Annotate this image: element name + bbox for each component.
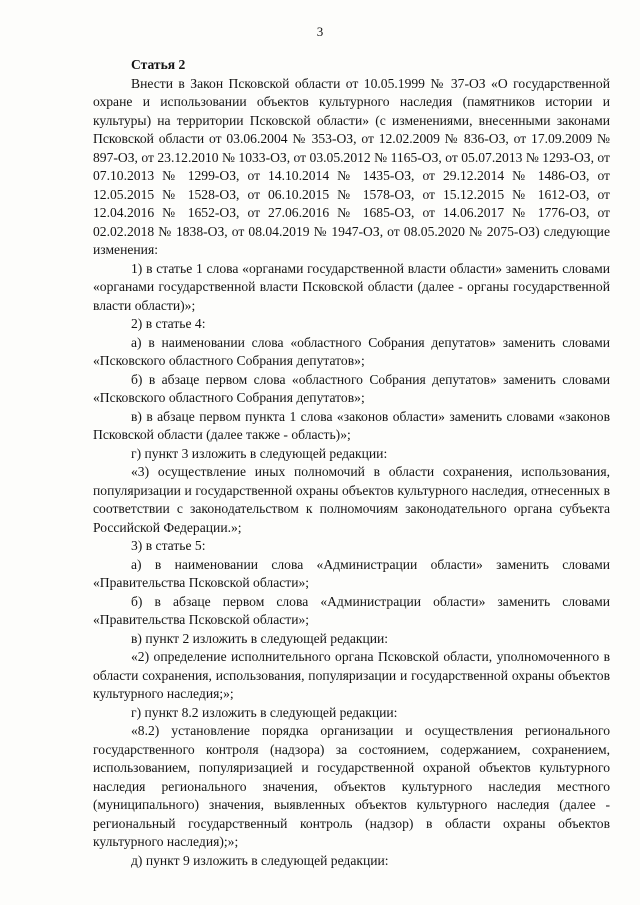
paragraph-item-3v: в) пункт 2 изложить в следующей редакции: xyxy=(131,630,389,646)
paragraph-quote-2: «2) определение исполнительного органа Псковской области, уполномоченного в области сохранения, использования, популяризации и государственной охраны объектов культурного наследия;»; xyxy=(93,649,610,701)
paragraph-item-2b: б) в абзаце первом слова «областного Собрания депутатов» заменить словами «Псковского областного Собрания депутатов»; xyxy=(93,371,610,405)
paragraph-item-3g: г) пункт 8.2 изложить в следующей редакции: xyxy=(131,704,398,720)
page-number: 3 xyxy=(316,24,324,39)
paragraph-quote-8-2: «8.2) установление порядка организации и осуществления регионального государственного контроля (надзора) за состоянием, содержанием, сохранением, использованием, популяризацией и государственной охраной объектов культурного наследия регионального значения, объектов культурного наследия местного (муниципального) значения, выявленных объектов культурного наследия (далее - региональный государственный контроль (надзор) в области охраны объектов культурного наследия);»; xyxy=(93,723,610,849)
paragraph-item-2a: а) в наименовании слова «областного Собрания депутатов» заменить словами «Псковского областного Собрания депутатов»; xyxy=(93,334,610,368)
paragraph-item-2v: в) в абзаце первом пункта 1 слова «законов области» заменить словами «законов Псковской области (далее также - область)»; xyxy=(93,408,610,442)
document-body xyxy=(93,56,610,870)
paragraph-item-1: 1) в статье 1 слова «органами государственной власти области» заменить словами «органами государственной власти Псковской области (далее - органы государственной власти области)»; xyxy=(93,260,610,313)
paragraph-intro: Внести в Закон Псковской области от 10.05.1999 № 37-ОЗ «О государственной охране и использовании объектов культурного наследия (памятников истории и культуры) на территории Псковской области» (с изменениями, внесенными законами Псковской области от 03.06.2004 № 353-ОЗ, от 12.02.2009 № 836-ОЗ, от 17.09.2009 № 897-ОЗ, от 23.12.2010 № 1033-ОЗ, от 03.05.2012 № 1165-ОЗ, от 05.07.2013 № 1293-ОЗ, от 07.10.2013 № 1299-ОЗ, от 14.10.2014 № 1435-ОЗ, от 29.12.2014 № 1486-ОЗ, от 12.05.2015 № 1528-ОЗ, от 06.10.2015 № 1578-ОЗ, от 15.12.2015 № 1612-ОЗ, от 12.04.2016 № 1652-ОЗ, от 27.06.2016 № 1685-ОЗ, от 14.06.2017 № 1776-ОЗ, от 02.02.2018 № 1838-ОЗ, от 08.04.2019 № 1947-ОЗ, от 08.05.2020 № 2075-ОЗ) следующие изменения: xyxy=(93,75,610,257)
paragraph-item-3a: а) в наименовании слова «Администрации области» заменить словами «Правительства Псковской области»; xyxy=(93,556,610,590)
paragraph-item-2: 2) в статье 4: xyxy=(131,316,206,331)
paragraph-item-3d: д) пункт 9 изложить в следующей редакции: xyxy=(131,852,389,868)
paragraph-quote-3: «3) осуществление иных полномочий в области сохранения, использования, популяризации и государственной охраны объектов культурного наследия, отнесенных в соответствии с законодательством к полномочиям законодательного органа субъекта Российской Федерации.»; xyxy=(93,464,610,535)
paragraph-item-3b: б) в абзаце первом слова «Администрации области» заменить словами «Правительства Псковской области»; xyxy=(93,593,610,627)
paragraph-item-3: 3) в статье 5: xyxy=(131,538,206,553)
article-heading: Статья 2 xyxy=(131,57,186,72)
paragraph-item-2g: г) пункт 3 изложить в следующей редакции: xyxy=(131,445,388,461)
